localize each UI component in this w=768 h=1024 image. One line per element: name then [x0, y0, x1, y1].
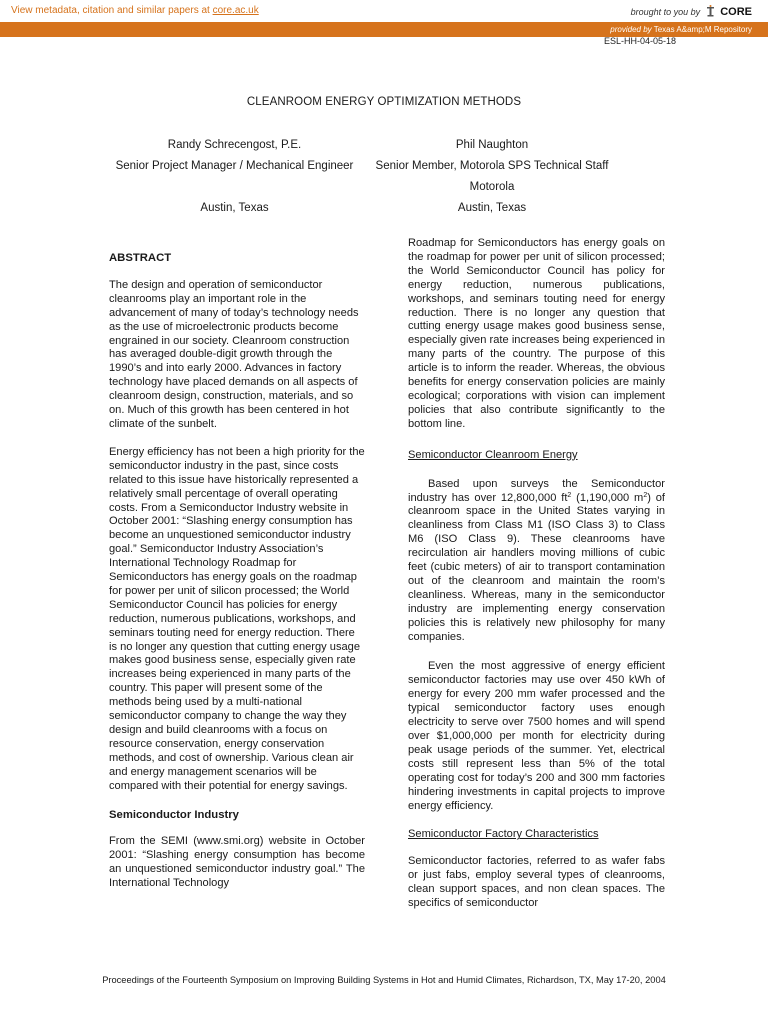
factory-paragraph-1: Semiconductor factories, referred to as wafer fabs or just fabs, employ several types of cleanrooms, clean support spaces, and non clean spaces. The specifics of semiconductor	[408, 855, 665, 910]
provided-by-notice	[610, 25, 752, 34]
energy-text-b: (1,190,000 m	[571, 491, 644, 504]
superscript-ft2: 2	[567, 491, 572, 499]
right-column	[408, 237, 665, 911]
author-left-role: Senior Project Manager / Mechanical Engineer	[115, 160, 354, 172]
provided-by-repository[interactable]: Texas A&amp;M Repository	[653, 25, 752, 34]
abstract-paragraph-2: Energy efficiency has not been a high priority for the semiconductor industry in the past, since costs related to this issue have historically represented a relatively small percentage of overall operating costs. From a Semiconductor Industry website in October 2001: “Slashing energy consumption has become an unquestioned semiconductor industry goal.” Semiconductor Industry Association’s International Technology Roadmap for Semiconductors has energy goals on the roadmap for power per unit of silicon processed; the World Semiconductor Council has policies for energy reduction, numerous publications, workshops, and seminars touting need for energy reduction. There is no longer any question that cutting energy usage makes good business sense, especially given rate increases being experienced in many parts of the country. This paper will present some of the methods being used by a multi-national semiconductor company to change the way they design and build cleanrooms with a focus on resource conservation, energy conservation methods, and cost of ownership. Various clean air and energy management scenarios will be compared with their potential for energy savings.	[109, 445, 365, 792]
metadata-prefix: View metadata, citation and similar papers at	[11, 5, 210, 16]
factory-characteristics-heading: Semiconductor Factory Characteristics	[408, 828, 599, 841]
report-id: ESL-HH-04-05-18	[603, 36, 676, 46]
energy-text-c: ) of cleanroom space in the United States varying in cleanliness from Class M1 (ISO Class 3) to Class M6 (ISO Class 9). These cleanrooms have recirculation air handlers moving millions of cubic feet (cubic meters) of air to transport contamination out of the cleanroom and maintain the room’s cleanliness. Whereas, many in the semiconductor industry are implementing energy conservation policies this is relatively new philosophy for many companies.	[408, 491, 666, 643]
abstract-heading: ABSTRACT	[109, 252, 172, 264]
industry-paragraph-1: From the SEMI (www.smi.org) website in October 2001: “Slashing energy consumption has become an unquestioned semiconductor industry goal.” The International Technology	[109, 835, 365, 890]
author-right-org: Motorola	[469, 181, 515, 193]
abstract-paragraph-1: The design and operation of semiconductor cleanrooms play an important role in the advancement of many of today’s technology needs as the use of microelectronic products become engrained in our society. Cleanroom construction has averaged double-digit growth through the 1990’s and into early 2000. Advances in factory technology have placed demands on all aspects of cleanroom design, construction, materials, and so on. Much of this growth has been centered in hot climate of the sunbelt.	[109, 278, 359, 430]
brought-by-label: brought to you by	[630, 7, 701, 17]
core-link[interactable]: core.ac.uk	[212, 5, 259, 16]
paper-title: CLEANROOM ENERGY OPTIMIZATION METHODS	[246, 96, 522, 108]
continued-paragraph: Roadmap for Semiconductors has energy goals on the roadmap for power per unit of silicon processed; the World Semiconductor Council has policy for energy reduction, numerous publications, workshops, and seminars touting need for energy reduction. There is no longer any question that cutting energy usage makes good business sense, especially given rate increases being experienced in many parts of the country. The purpose of this article is to inform the reader. Whereas, the obvious benefits for energy conservation policies are mainly ecological; corporations with vision can implement policies that also contribute significantly to the bottom line.	[408, 237, 665, 430]
author-left-name: Randy Schrecengost, P.E.	[167, 139, 302, 151]
semiconductor-industry-heading: Semiconductor Industry	[109, 808, 239, 821]
core-logo-icon	[706, 5, 715, 17]
core-brand: CORE	[720, 6, 752, 18]
energy-text-a: Based upon surveys the Semiconductor industry has over 12,800,000 ft	[408, 477, 665, 504]
energy-paragraph-2: Even the most aggressive of energy efficient semiconductor factories may use over 450 kWh of energy for every 200 mm wafer processed and the typical semiconductor factory uses enough electricity to serve over 7500 homes and will spend over $1,000,000 per month for electricity during peak usage periods of the summer. Yet, electrical costs still represent less than 5% of the total operating cost for today’s 200 and 300 mm factories hindering investments in capital projects to improve energy efficiency.	[408, 660, 665, 812]
metadata-notice	[11, 5, 259, 16]
author-right-name: Phil Naughton	[455, 139, 529, 151]
cleanroom-energy-heading: Semiconductor Cleanroom Energy	[408, 448, 578, 461]
author-right-location: Austin, Texas	[457, 202, 527, 214]
core-banner	[0, 0, 768, 23]
author-left-location: Austin, Texas	[200, 202, 269, 214]
author-right-role: Senior Member, Motorola SPS Technical Staff	[375, 160, 609, 172]
superscript-m2: 2	[643, 491, 648, 499]
brought-by-notice	[631, 5, 752, 18]
left-column	[109, 237, 365, 891]
provided-by-bar	[0, 23, 768, 37]
provided-by-prefix: provided by	[610, 25, 652, 34]
proceedings-footer: Proceedings of the Fourteenth Symposium on Improving Building Systems in Hot and Humid Climates, Richardson, TX, May 17-20, 2004	[102, 975, 666, 985]
energy-paragraph-1	[408, 478, 665, 645]
